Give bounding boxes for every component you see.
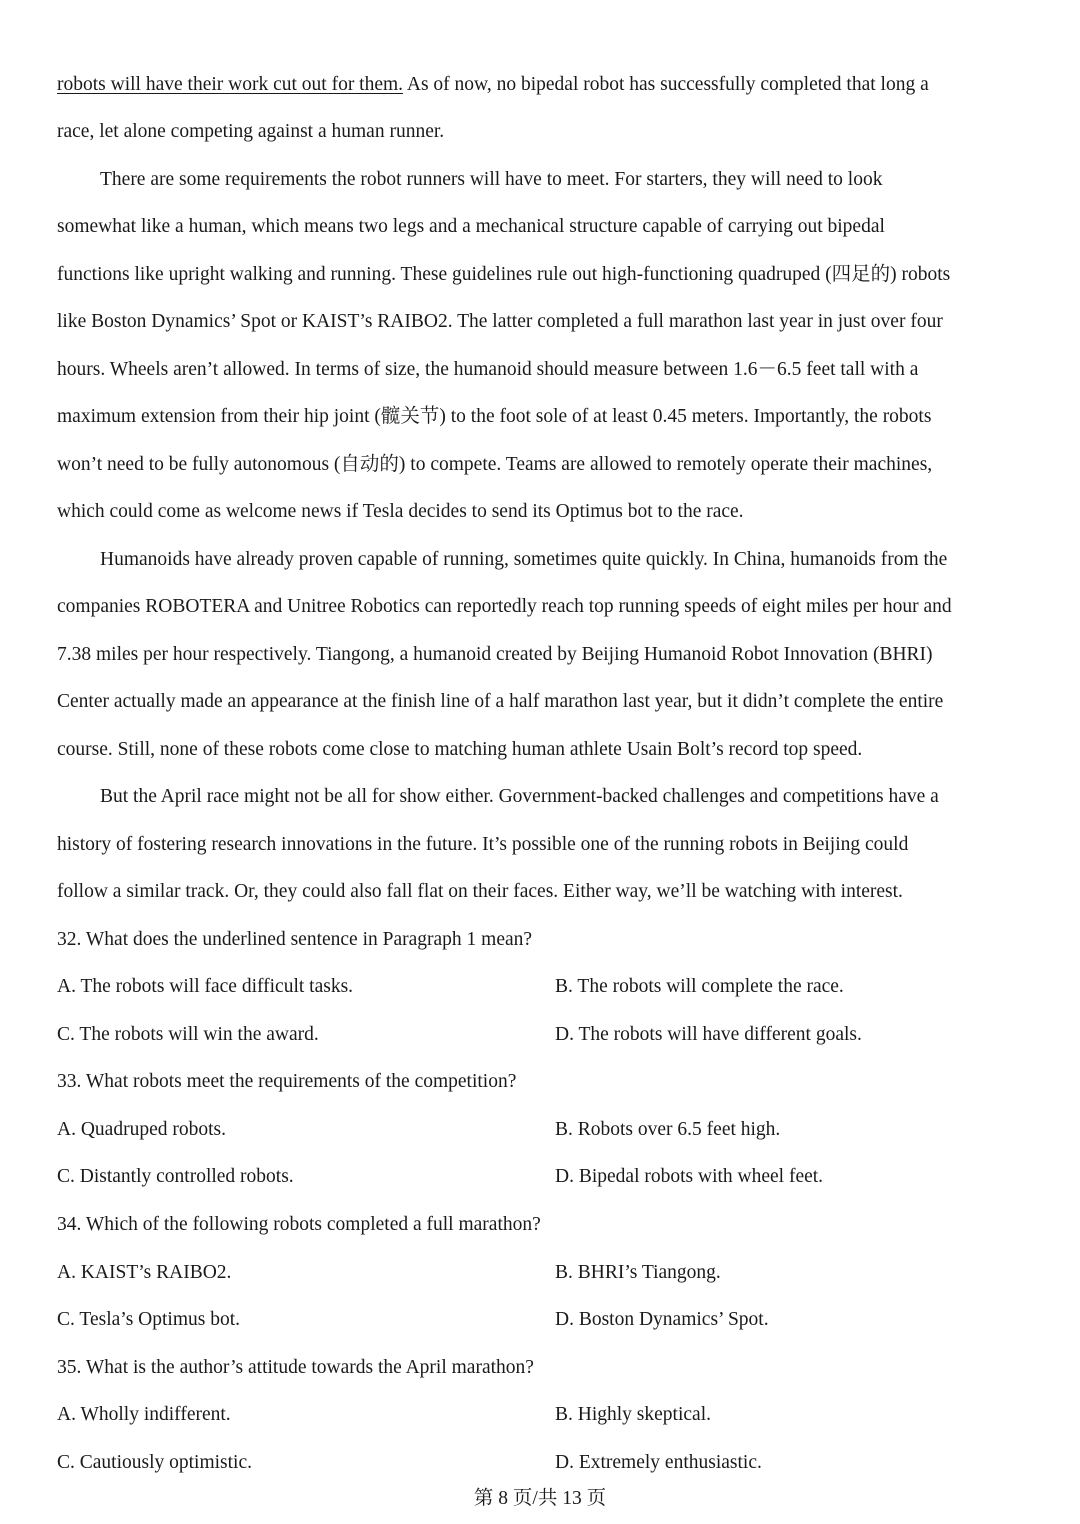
paragraph-1-line-1 xyxy=(57,75,929,95)
question-34-option-c: C. Tesla’s Optimus bot. xyxy=(57,1309,240,1330)
underlined-sentence: robots will have their work cut out for them. xyxy=(57,74,404,95)
paragraph-3-line-5: course. Still, none of these robots come close to matching human athlete Usain Bolt’s record top speed. xyxy=(57,739,863,760)
paragraph-2-line-5: hours. Wheels aren’t allowed. In terms of size, the humanoid should measure between 1.6－6.5 feet tall with a xyxy=(57,359,919,380)
paragraph-3-line-1: Humanoids have already proven capable of running, sometimes quite quickly. In China, humanoids from the xyxy=(100,549,948,570)
paragraph-2-line-8: which could come as welcome news if Tesla decides to send its Optimus bot to the race. xyxy=(57,501,744,522)
question-34-stem: 34. Which of the following robots completed a full marathon? xyxy=(57,1214,541,1235)
paragraph-3-line-4: Center actually made an appearance at the finish line of a half marathon last year, but it didn’t complete the entire xyxy=(57,691,944,712)
paragraph-2-line-2: somewhat like a human, which means two legs and a mechanical structure capable of carrying out bipedal xyxy=(57,216,885,237)
question-35-option-c: C. Cautiously optimistic. xyxy=(57,1452,253,1473)
paragraph-4-line-2: history of fostering research innovations in the future. It’s possible one of the running robots in Beijing could xyxy=(57,834,909,855)
paragraph-2-line-4: like Boston Dynamics’ Spot or KAIST’s RAIBO2. The latter completed a full marathon last year in just over four xyxy=(57,311,943,332)
paragraph-2-line-1: There are some requirements the robot runners will have to meet. For starters, they will need to look xyxy=(100,169,883,190)
question-32-option-d: D. The robots will have different goals. xyxy=(555,1024,862,1045)
paragraph-4-line-1: But the April race might not be all for show either. Government-backed challenges and competitions have a xyxy=(100,786,939,807)
question-33-option-d: D. Bipedal robots with wheel feet. xyxy=(555,1166,824,1187)
question-34-option-b: B. BHRI’s Tiangong. xyxy=(555,1262,721,1283)
paragraph-2-line-7: won’t need to be fully autonomous (自动的) to compete. Teams are allowed to remotely operate their machines, xyxy=(57,454,933,475)
question-32-option-b: B. The robots will complete the race. xyxy=(555,976,844,997)
paragraph-1-line-1-rest: As of now, no bipedal robot has successfully completed that long a xyxy=(403,74,929,95)
question-33-option-a: A. Quadruped robots. xyxy=(57,1119,226,1140)
question-35-option-d: D. Extremely enthusiastic. xyxy=(555,1452,762,1473)
question-34-option-a: A. KAIST’s RAIBO2. xyxy=(57,1262,232,1283)
paragraph-1-line-2: race, let alone competing against a human runner. xyxy=(57,121,445,142)
page-number-footer: 第 8 页/共 13 页 xyxy=(473,1488,607,1509)
question-32-option-a: A. The robots will face difficult tasks. xyxy=(57,976,354,997)
paragraph-3-line-2: companies ROBOTERA and Unitree Robotics can reportedly reach top running speeds of eight miles per hour and xyxy=(57,596,952,617)
paragraph-2-line-3: functions like upright walking and running. These guidelines rule out high-functioning quadruped (四足的) robots xyxy=(57,264,951,285)
question-34-option-d: D. Boston Dynamics’ Spot. xyxy=(555,1309,769,1330)
question-35-option-a: A. Wholly indifferent. xyxy=(57,1404,231,1425)
question-33-stem: 33. What robots meet the requirements of the competition? xyxy=(57,1071,517,1092)
paragraph-3-line-3: 7.38 miles per hour respectively. Tiangong, a humanoid created by Beijing Humanoid Robot Innovation (BHRI) xyxy=(57,644,933,665)
paragraph-4-line-3: follow a similar track. Or, they could also fall flat on their faces. Either way, we’ll be watching with interest. xyxy=(57,881,903,902)
question-35-stem: 35. What is the author’s attitude towards the April marathon? xyxy=(57,1357,534,1378)
question-33-option-b: B. Robots over 6.5 feet high. xyxy=(555,1119,781,1140)
question-32-option-c: C. The robots will win the award. xyxy=(57,1024,319,1045)
question-32-stem: 32. What does the underlined sentence in Paragraph 1 mean? xyxy=(57,929,533,950)
paragraph-2-line-6: maximum extension from their hip joint (髋关节) to the foot sole of at least 0.45 meters. Importantly, the robots xyxy=(57,406,932,427)
question-35-option-b: B. Highly skeptical. xyxy=(555,1404,711,1425)
question-33-option-c: C. Distantly controlled robots. xyxy=(57,1166,294,1187)
